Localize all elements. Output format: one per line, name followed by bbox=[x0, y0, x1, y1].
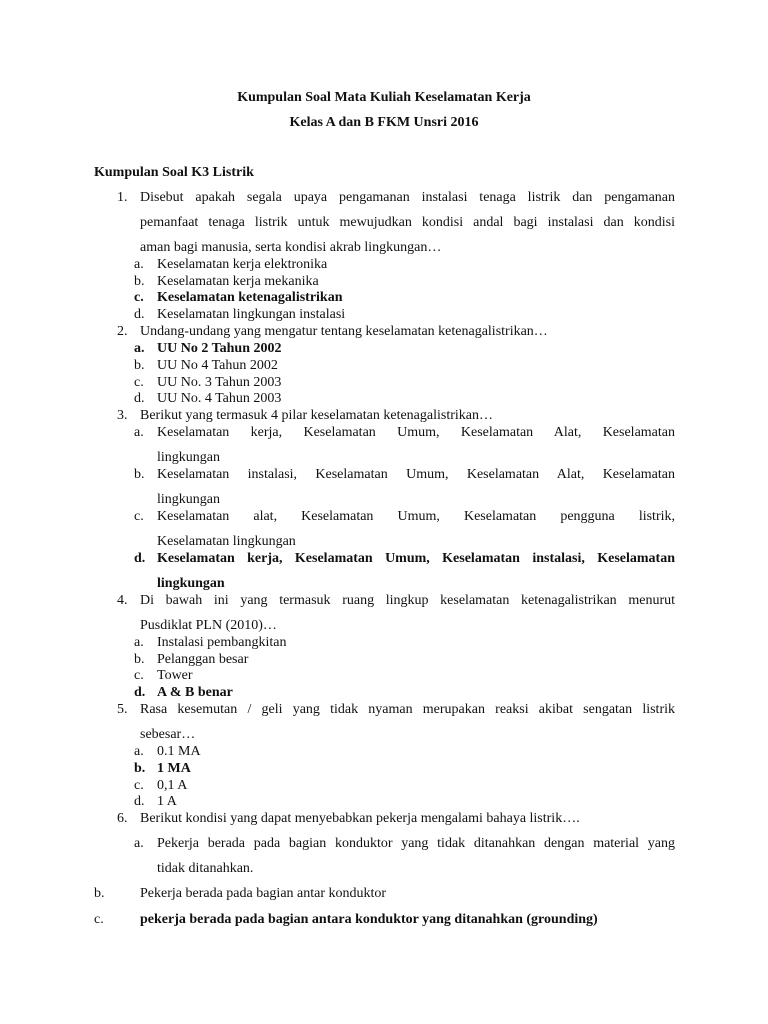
option-letter: b. bbox=[94, 886, 105, 901]
option-text: Keselamatan kerja, Keselamatan Umum, Keselamatan Alat, Keselamatan bbox=[157, 425, 675, 440]
option-letter: d. bbox=[134, 307, 145, 322]
option-text: tidak ditanahkan. bbox=[157, 861, 254, 876]
option-text-answer: UU No 2 Tahun 2002 bbox=[157, 341, 282, 356]
option-text: Keselamatan alat, Keselamatan Umum, Keselamatan pengguna listrik, bbox=[157, 509, 675, 524]
option-letter: a. bbox=[134, 257, 144, 272]
option-text: Keselamatan lingkungan instalasi bbox=[157, 307, 346, 322]
option-text: lingkungan bbox=[157, 492, 220, 507]
option-text: UU No. 3 Tahun 2003 bbox=[157, 375, 282, 390]
document-subtitle: Kelas A dan B FKM Unsri 2016 bbox=[289, 115, 479, 130]
option-letter: d. bbox=[134, 794, 145, 809]
option-letter: c. bbox=[134, 509, 144, 524]
question-number: 6. bbox=[117, 811, 128, 826]
option-text: Pekerja berada pada bagian konduktor yang tidak ditanahkan dengan material yang bbox=[157, 836, 675, 851]
question-text: Disebut apakah segala upaya pengamanan instalasi tenaga listrik dan pengamanan bbox=[140, 190, 675, 205]
option-text-answer: Keselamatan ketenagalistrikan bbox=[157, 290, 343, 305]
option-letter: d. bbox=[134, 391, 145, 406]
question-text: Di bawah ini yang termasuk ruang lingkup keselamatan ketenagalistrikan menurut bbox=[140, 593, 675, 608]
option-text-answer: A & B benar bbox=[157, 685, 233, 700]
option-letter-answer: b. bbox=[134, 761, 146, 776]
document-title: Kumpulan Soal Mata Kuliah Keselamatan Kerja bbox=[237, 90, 531, 105]
option-letter: c. bbox=[134, 778, 144, 793]
option-text-answer: pekerja berada pada bagian antara konduktor yang ditanahkan (grounding) bbox=[140, 912, 598, 927]
question-number: 5. bbox=[117, 702, 128, 717]
option-text: Keselamatan lingkungan bbox=[157, 534, 296, 549]
option-letter: c. bbox=[134, 375, 144, 390]
option-text: Instalasi pembangkitan bbox=[157, 635, 287, 650]
option-text: UU No. 4 Tahun 2003 bbox=[157, 391, 282, 406]
option-text: Pelanggan besar bbox=[157, 652, 249, 667]
option-letter: b. bbox=[134, 652, 145, 667]
option-letter: b. bbox=[134, 467, 145, 482]
option-text: Keselamatan kerja mekanika bbox=[157, 274, 319, 289]
option-letter: b. bbox=[134, 274, 145, 289]
option-text: Pekerja berada pada bagian antar konduktor bbox=[140, 886, 387, 901]
option-letter: b. bbox=[134, 358, 145, 373]
option-letter-answer: a. bbox=[134, 341, 145, 356]
option-letter: c. bbox=[134, 668, 144, 683]
question-text: Pusdiklat PLN (2010)… bbox=[140, 618, 277, 633]
question-number: 1. bbox=[117, 190, 128, 205]
option-letter-answer: d. bbox=[134, 685, 146, 700]
question-text: sebesar… bbox=[140, 727, 196, 742]
option-letter-answer: c. bbox=[134, 290, 144, 305]
question-text: pemanfaat tenaga listrik untuk mewujudkan kondisi andal bagi instalasi dan kondisi bbox=[140, 215, 675, 230]
question-number: 2. bbox=[117, 324, 128, 339]
question-number: 3. bbox=[117, 408, 128, 423]
option-letter-answer: d. bbox=[134, 551, 146, 566]
option-letter: a. bbox=[134, 836, 144, 851]
option-letter: a. bbox=[134, 635, 144, 650]
option-text-answer: 1 MA bbox=[157, 761, 191, 776]
option-text: Tower bbox=[157, 668, 193, 683]
option-text-answer: Keselamatan kerja, Keselamatan Umum, Keselamatan instalasi, Keselamatan bbox=[157, 551, 675, 566]
option-text-answer: lingkungan bbox=[157, 576, 225, 591]
option-letter: a. bbox=[134, 425, 144, 440]
question-text: aman bagi manusia, serta kondisi akrab lingkungan… bbox=[140, 240, 442, 255]
option-text: Keselamatan instalasi, Keselamatan Umum, Keselamatan Alat, Keselamatan bbox=[157, 467, 675, 482]
option-text: 0,1 A bbox=[157, 778, 188, 793]
option-text: lingkungan bbox=[157, 450, 220, 465]
question-text: Berikut yang termasuk 4 pilar keselamatan ketenagalistrikan… bbox=[140, 408, 493, 423]
question-number: 4. bbox=[117, 593, 128, 608]
question-text: Rasa kesemutan / geli yang tidak nyaman merupakan reaksi akibat sengatan listrik bbox=[140, 702, 675, 717]
section-heading: Kumpulan Soal K3 Listrik bbox=[94, 165, 254, 180]
option-letter: c. bbox=[94, 912, 104, 927]
option-letter: a. bbox=[134, 744, 144, 759]
question-text: Undang-undang yang mengatur tentang keselamatan ketenagalistrikan… bbox=[140, 324, 548, 339]
option-text: 0.1 MA bbox=[157, 744, 201, 759]
option-text: UU No 4 Tahun 2002 bbox=[157, 358, 278, 373]
option-text: Keselamatan kerja elektronika bbox=[157, 257, 328, 272]
question-text: Berikut kondisi yang dapat menyebabkan pekerja mengalami bahaya listrik…. bbox=[140, 811, 580, 826]
option-text: 1 A bbox=[157, 794, 177, 809]
